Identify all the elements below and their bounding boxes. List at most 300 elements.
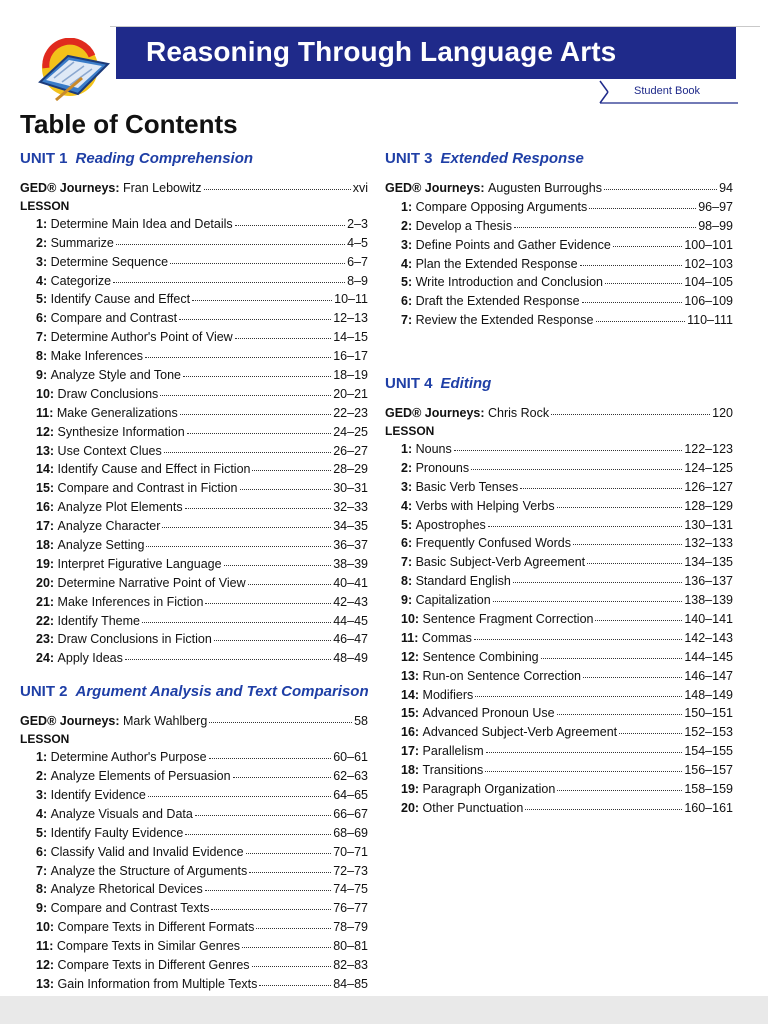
- lesson-number: 18:: [36, 538, 55, 553]
- leader-dots: [259, 973, 331, 986]
- toc-right-column: [385, 149, 733, 818]
- page-number: 34–35: [333, 519, 368, 534]
- leader-dots: [214, 628, 331, 641]
- page-number: 2–3: [347, 216, 368, 231]
- lesson-number: 1:: [36, 216, 48, 231]
- lesson-number: 12:: [401, 649, 420, 664]
- journeys-label: GED® Journeys:: [385, 406, 485, 421]
- book-title: Reasoning Through Language Arts: [146, 36, 617, 67]
- page-number: 104–105: [684, 275, 733, 290]
- lesson-number: 3:: [401, 237, 413, 252]
- lesson-number: 20:: [36, 575, 55, 590]
- page-number: 72–73: [333, 863, 368, 878]
- unit-number: UNIT 2: [20, 683, 68, 701]
- page-number: 74–75: [333, 882, 368, 897]
- leader-dots: [488, 514, 683, 527]
- journeys-row: [20, 179, 368, 198]
- page-number: 6–7: [347, 254, 368, 269]
- lesson-title: Write Introduction and Conclusion: [412, 275, 603, 290]
- leader-dots: [486, 740, 683, 753]
- leader-dots: [235, 213, 346, 226]
- leader-dots: [557, 702, 683, 715]
- lesson-title: Identify Theme: [54, 613, 141, 628]
- lesson-title: Analyze the Structure of Arguments: [47, 863, 248, 878]
- unit-name: Argument Analysis and Text Comparison: [75, 683, 369, 701]
- page-number: 130–131: [684, 517, 733, 532]
- lesson-number: 1:: [401, 199, 413, 214]
- lesson-number: 19:: [401, 782, 420, 797]
- lesson-number: 17:: [401, 744, 420, 759]
- lesson-title: Identify Evidence: [47, 787, 146, 802]
- leader-dots: [513, 570, 683, 583]
- student-book-label: Student Book: [634, 85, 701, 97]
- lesson-title: Analyze Elements of Persuasion: [47, 769, 231, 784]
- journeys-name: Augusten Burroughs: [484, 181, 602, 195]
- journeys-name: Mark Wahlberg: [119, 714, 208, 729]
- leader-dots: [493, 589, 683, 602]
- lesson-title: Synthesize Information: [54, 424, 185, 439]
- page-number: 24–25: [333, 424, 368, 439]
- leader-dots: [235, 326, 332, 339]
- lesson-title: Run-on Sentence Correction: [419, 668, 581, 683]
- page-number: 128–129: [684, 498, 733, 513]
- page-number: 110–111: [687, 313, 733, 328]
- leader-dots: [582, 290, 683, 303]
- lesson-number: 8:: [401, 574, 413, 589]
- page-number: 30–31: [333, 481, 368, 496]
- leader-dots: [596, 309, 686, 322]
- lesson-row: [20, 649, 368, 668]
- lesson-title: Compare and Contrast in Fiction: [54, 481, 238, 496]
- lesson-number: 9:: [401, 593, 413, 608]
- lesson-row: [385, 311, 733, 330]
- unit-name: Reading Comprehension: [75, 150, 254, 167]
- lesson-number: 2:: [401, 460, 413, 475]
- page-number: 38–39: [333, 556, 368, 571]
- journeys-name: Chris Rock: [484, 406, 550, 421]
- lesson-title: Standard English: [412, 574, 511, 589]
- journeys-row: [20, 712, 368, 731]
- lesson-title: Paragraph Organization: [419, 782, 556, 797]
- lesson-number: 15:: [401, 706, 420, 721]
- page-number: xvi: [352, 181, 368, 195]
- lesson-title: Compare Opposing Arguments: [412, 199, 588, 214]
- lesson-number: 12:: [36, 424, 55, 439]
- lesson-number: 18:: [401, 763, 420, 778]
- leader-dots: [125, 647, 331, 660]
- lesson-title: Make Inferences: [47, 349, 144, 364]
- page-number: 10–11: [334, 292, 368, 307]
- lesson-number: 21:: [36, 594, 55, 609]
- lesson-title: Analyze Style and Tone: [47, 368, 182, 383]
- leader-dots: [580, 253, 683, 266]
- page-number: 26–27: [333, 443, 368, 458]
- lesson-number: 9:: [36, 901, 48, 916]
- lesson-number: 5:: [401, 517, 413, 532]
- page-number: 96–97: [698, 199, 733, 214]
- lesson-title: Compare and Contrast Texts: [47, 901, 210, 916]
- page-number: 134–135: [684, 555, 733, 570]
- lesson-title: Identify Faulty Evidence: [47, 825, 184, 840]
- lesson-title: Capitalization: [412, 593, 491, 608]
- lesson-number: 11:: [36, 939, 54, 954]
- lesson-number: 11:: [36, 405, 54, 420]
- page-number: 142–143: [684, 630, 733, 645]
- lesson-number: 6:: [401, 536, 413, 551]
- page-number: 78–79: [333, 920, 368, 935]
- leader-dots: [514, 215, 696, 228]
- lesson-number: 11:: [401, 630, 419, 645]
- leader-dots: [162, 515, 331, 528]
- lesson-number: 19:: [36, 556, 55, 571]
- leader-dots: [113, 270, 345, 283]
- toc-left-column: [20, 149, 368, 994]
- lesson-number: 1:: [401, 442, 413, 457]
- lesson-number: 4:: [36, 806, 48, 821]
- lesson-title: Apostrophes: [412, 517, 486, 532]
- page-number: 156–157: [684, 763, 733, 778]
- page-bottom-margin: [0, 996, 768, 1024]
- lesson-row: [385, 799, 733, 818]
- lesson-title: Plan the Extended Response: [412, 256, 578, 271]
- lesson-number: 6:: [36, 844, 48, 859]
- unit-name: Extended Response: [440, 150, 584, 167]
- leader-dots: [183, 364, 331, 377]
- lesson-number: 14:: [36, 462, 55, 477]
- lesson-number: 7:: [401, 313, 413, 328]
- lesson-number: 7:: [36, 863, 48, 878]
- lesson-title: Draft the Extended Response: [412, 294, 580, 309]
- lesson-number: 9:: [36, 368, 48, 383]
- page-number: 82–83: [333, 957, 368, 972]
- lesson-number: 3:: [36, 787, 48, 802]
- page-number: 132–133: [684, 536, 733, 551]
- page-number: 140–141: [684, 612, 733, 627]
- leader-dots: [248, 572, 332, 585]
- lesson-title: Categorize: [47, 273, 112, 288]
- page-number: 20–21: [333, 386, 368, 401]
- lesson-title: Determine Sequence: [47, 254, 169, 269]
- lesson-heading: LESSON: [20, 198, 70, 213]
- lesson-title: Sentence Combining: [419, 649, 539, 664]
- leader-dots: [587, 551, 682, 564]
- leader-dots: [604, 177, 717, 190]
- journeys-row: [385, 404, 733, 423]
- page-number: 18–19: [333, 368, 368, 383]
- leader-dots: [541, 646, 683, 659]
- leader-dots: [557, 495, 683, 508]
- lesson-number: 12:: [36, 957, 55, 972]
- journeys-label: GED® Journeys:: [20, 714, 120, 729]
- lesson-number: 2:: [36, 769, 48, 784]
- lesson-number: 16:: [401, 725, 420, 740]
- leader-dots: [195, 803, 331, 816]
- lesson-title: Define Points and Gather Evidence: [412, 237, 611, 252]
- page-number: 58: [354, 714, 368, 729]
- lesson-number: 13:: [36, 976, 55, 991]
- lesson-title: Determine Author's Purpose: [47, 750, 207, 765]
- lesson-number: 5:: [36, 825, 48, 840]
- lesson-number: 17:: [36, 519, 55, 534]
- lesson-heading: LESSON: [385, 424, 435, 439]
- lesson-title: Frequently Confused Words: [412, 536, 571, 551]
- leader-dots: [242, 935, 331, 948]
- lesson-title: Interpret Figurative Language: [54, 556, 222, 571]
- lesson-number: 7:: [36, 330, 48, 345]
- page-number: 46–47: [333, 632, 368, 647]
- leader-dots: [485, 759, 682, 772]
- unit-heading: [385, 374, 733, 396]
- leader-dots: [204, 177, 351, 190]
- page-number: 36–37: [333, 538, 368, 553]
- leader-dots: [605, 271, 682, 284]
- lesson-title: Compare Texts in Different Genres: [54, 957, 250, 972]
- page-number: 16–17: [333, 349, 368, 364]
- page-number: 150–151: [684, 706, 733, 721]
- leader-dots: [240, 477, 332, 490]
- lesson-number: 22:: [36, 613, 55, 628]
- unit-number: UNIT 4: [385, 375, 433, 393]
- leader-dots: [589, 196, 696, 209]
- unit-number: UNIT 3: [385, 150, 433, 167]
- leader-dots: [619, 721, 682, 734]
- lesson-title: Compare Texts in Similar Genres: [53, 939, 241, 954]
- lesson-title: Determine Author's Point of View: [47, 330, 233, 345]
- page-number: 62–63: [333, 769, 368, 784]
- page-number: 120: [712, 406, 733, 421]
- lesson-title: Compare Texts in Different Formats: [54, 920, 255, 935]
- page-number: 138–139: [684, 593, 733, 608]
- lesson-number: 10:: [36, 386, 55, 401]
- page-number: 22–23: [333, 405, 368, 420]
- lesson-number: 15:: [36, 481, 55, 496]
- leader-dots: [256, 916, 331, 929]
- lesson-number: 5:: [401, 275, 413, 290]
- leader-dots: [142, 610, 331, 623]
- page-number: 158–159: [684, 782, 733, 797]
- leader-dots: [252, 954, 332, 967]
- page-number: 136–137: [684, 574, 733, 589]
- lesson-title: Analyze Visuals and Data: [47, 806, 193, 821]
- lesson-number: 10:: [36, 920, 55, 935]
- leader-dots: [205, 591, 331, 604]
- leader-dots: [224, 553, 332, 566]
- page-number: 4–5: [347, 235, 368, 250]
- leader-dots: [475, 684, 682, 697]
- lesson-number: 2:: [401, 218, 413, 233]
- lesson-title: Analyze Character: [54, 519, 161, 534]
- journeys-label: GED® Journeys:: [20, 181, 120, 195]
- leader-dots: [474, 627, 682, 640]
- leader-dots: [185, 822, 331, 835]
- page-number: 98–99: [698, 218, 733, 233]
- lesson-number: 16:: [36, 500, 55, 515]
- lesson-number: 4:: [36, 273, 48, 288]
- leader-dots: [520, 476, 682, 489]
- leader-dots: [252, 458, 331, 471]
- page-number: 76–77: [333, 901, 368, 916]
- page-number: 146–147: [684, 668, 733, 683]
- lesson-number: 5:: [36, 292, 48, 307]
- page-number: 12–13: [333, 311, 368, 326]
- lesson-number: 7:: [401, 555, 413, 570]
- lesson-number: 4:: [401, 498, 413, 513]
- lesson-title: Review the Extended Response: [412, 313, 594, 328]
- lesson-title: Gain Information from Multiple Texts: [54, 976, 258, 991]
- journeys-name: Fran Lebowitz: [119, 181, 202, 195]
- leader-dots: [145, 345, 331, 358]
- page-title: Table of Contents: [20, 109, 238, 139]
- page-number: 106–109: [684, 294, 733, 309]
- lesson-title: Advanced Pronoun Use: [419, 706, 555, 721]
- page-number: 102–103: [684, 256, 733, 271]
- lesson-title: Identify Cause and Effect: [47, 292, 191, 307]
- lesson-title: Other Punctuation: [419, 800, 524, 815]
- lesson-title: Pronouns: [412, 460, 470, 475]
- lesson-title: Determine Narrative Point of View: [54, 575, 246, 590]
- lesson-title: Make Generalizations: [53, 405, 178, 420]
- leader-dots: [160, 383, 331, 396]
- leader-dots: [454, 438, 683, 451]
- leader-dots: [209, 710, 352, 723]
- lesson-title: Classify Valid and Invalid Evidence: [47, 844, 244, 859]
- lesson-title: Draw Conclusions: [54, 386, 159, 401]
- page-number: 32–33: [333, 500, 368, 515]
- lesson-title: Basic Verb Tenses: [412, 479, 519, 494]
- leader-dots: [557, 778, 682, 791]
- lesson-number: 1:: [36, 750, 48, 765]
- leader-dots: [170, 251, 345, 264]
- leader-dots: [164, 440, 331, 453]
- lesson-title: Commas: [418, 630, 472, 645]
- lesson-title: Apply Ideas: [54, 651, 123, 666]
- page-number: 64–65: [333, 787, 368, 802]
- page-number: 80–81: [333, 939, 368, 954]
- page-number: 148–149: [684, 687, 733, 702]
- lesson-number: 23:: [36, 632, 55, 647]
- lesson-title: Determine Main Idea and Details: [47, 216, 233, 231]
- lesson-number: 3:: [36, 254, 48, 269]
- leader-dots: [185, 496, 332, 509]
- lesson-number: 20:: [401, 800, 420, 815]
- leader-dots: [187, 421, 332, 434]
- lesson-heading: LESSON: [20, 732, 70, 747]
- lesson-number: 4:: [401, 256, 413, 271]
- leader-dots: [595, 608, 682, 621]
- page-number: 126–127: [684, 479, 733, 494]
- leader-dots: [246, 841, 332, 854]
- lesson-title: Make Inferences in Fiction: [54, 594, 204, 609]
- page-number: 160–161: [684, 800, 733, 815]
- lesson-title: Summarize: [47, 235, 114, 250]
- lesson-title: Modifiers: [419, 687, 474, 702]
- unit-heading: [385, 149, 733, 171]
- leader-dots: [209, 746, 332, 759]
- page-number: 42–43: [333, 594, 368, 609]
- lesson-title: Draw Conclusions in Fiction: [54, 632, 212, 647]
- unit-number: UNIT 1: [20, 150, 68, 167]
- leader-dots: [249, 860, 331, 873]
- leader-dots: [205, 878, 331, 891]
- leader-dots: [551, 402, 710, 415]
- page-number: 44–45: [333, 613, 368, 628]
- lesson-number: 6:: [36, 311, 48, 326]
- lesson-number: 8:: [36, 349, 48, 364]
- leader-dots: [148, 784, 331, 797]
- unit-heading: [20, 682, 368, 704]
- journeys-label: GED® Journeys:: [385, 181, 485, 195]
- lesson-title: Analyze Setting: [54, 538, 145, 553]
- lesson-title: Nouns: [412, 442, 452, 457]
- lesson-number: 14:: [401, 687, 420, 702]
- page-number: 144–145: [684, 649, 733, 664]
- page-number: 154–155: [684, 744, 733, 759]
- lesson-row: [20, 975, 368, 994]
- leader-dots: [233, 765, 332, 778]
- lesson-title: Analyze Plot Elements: [54, 500, 183, 515]
- lesson-title: Analyze Rhetorical Devices: [47, 882, 203, 897]
- lesson-number: 10:: [401, 612, 420, 627]
- lesson-title: Basic Subject-Verb Agreement: [412, 555, 586, 570]
- page-number: 94: [719, 181, 733, 195]
- page-number: 152–153: [684, 725, 733, 740]
- page-number: 40–41: [333, 575, 368, 590]
- lesson-title: Transitions: [419, 763, 484, 778]
- leader-dots: [180, 402, 331, 415]
- lesson-number: 6:: [401, 294, 413, 309]
- page-number: 70–71: [333, 844, 368, 859]
- page-number: 48–49: [333, 651, 368, 666]
- leader-dots: [116, 232, 345, 245]
- page-number: 122–123: [684, 442, 733, 457]
- lesson-title: Parallelism: [419, 744, 484, 759]
- lesson-number: 3:: [401, 479, 413, 494]
- lesson-number: 24:: [36, 651, 55, 666]
- lesson-number: 13:: [401, 668, 420, 683]
- page-number: 8–9: [347, 273, 368, 288]
- page-number: 28–29: [333, 462, 368, 477]
- leader-dots: [525, 797, 682, 810]
- page-number: 84–85: [333, 976, 368, 991]
- leader-dots: [179, 307, 331, 320]
- page-number: 100–101: [684, 237, 733, 252]
- page-number: 66–67: [333, 806, 368, 821]
- lesson-title: Identify Cause and Effect in Fiction: [54, 462, 251, 477]
- leader-dots: [613, 234, 682, 247]
- leader-dots: [583, 665, 682, 678]
- page-number: 60–61: [333, 750, 368, 765]
- lesson-title: Sentence Fragment Correction: [419, 612, 594, 627]
- lesson-title: Develop a Thesis: [412, 218, 512, 233]
- lesson-number: 8:: [36, 882, 48, 897]
- lesson-number: 2:: [36, 235, 48, 250]
- leader-dots: [573, 532, 682, 545]
- unit-name: Editing: [440, 375, 492, 393]
- leader-dots: [192, 288, 332, 301]
- page-number: 124–125: [684, 460, 733, 475]
- page-number: 14–15: [333, 330, 368, 345]
- unit-heading: [20, 149, 368, 171]
- leader-dots: [146, 534, 331, 547]
- lesson-title: Use Context Clues: [54, 443, 162, 458]
- lesson-number: 13:: [36, 443, 55, 458]
- lesson-title: Verbs with Helping Verbs: [412, 498, 555, 513]
- leader-dots: [471, 457, 682, 470]
- leader-dots: [211, 897, 331, 910]
- lesson-title: Compare and Contrast: [47, 311, 178, 326]
- lesson-title: Advanced Subject-Verb Agreement: [419, 725, 618, 740]
- page-number: 68–69: [333, 825, 368, 840]
